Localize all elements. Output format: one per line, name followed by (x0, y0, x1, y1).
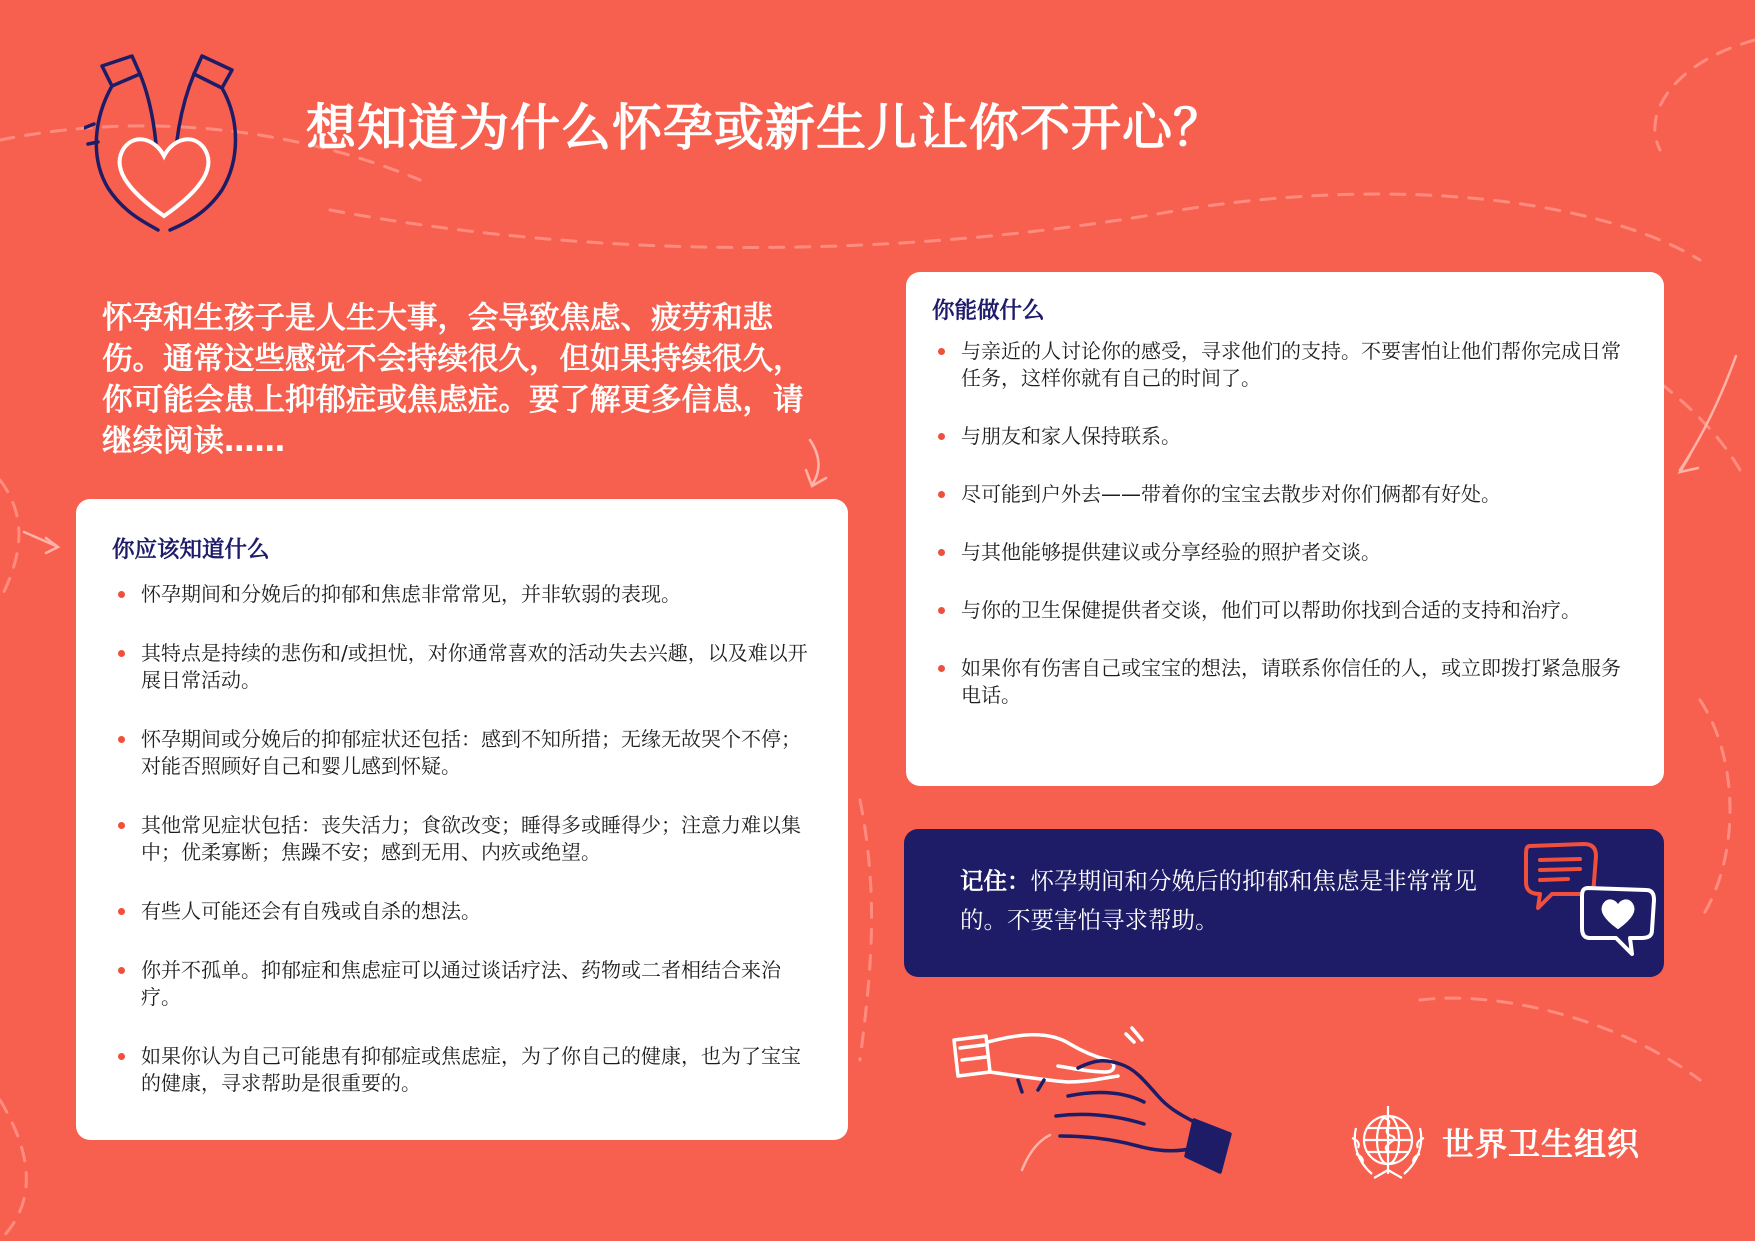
intro-paragraph: 怀孕和生孩子是人生大事，会导致焦虑、疲劳和悲伤。通常这些感觉不会持续很久，但如果持续很久，你可能会患上抑郁症或焦虑症。要了解更多信息，请继续阅读…… (102, 301, 804, 459)
list-item: 怀孕期间和分娩后的抑郁和焦虑非常常见，并非软弱的表现。 (112, 581, 808, 608)
organization-name: 世界卫生组织 (1442, 1125, 1641, 1163)
hands-heart-icon (84, 48, 244, 238)
list-item: 你并不孤单。抑郁症和焦虑症可以通过谈话疗法、药物或二者相结合来治疗。 (112, 957, 808, 1011)
handshake-illustration (948, 1020, 1248, 1190)
list-item: 与亲近的人讨论你的感受，寻求他们的支持。不要害怕让他们帮你完成日常任务，这样你就有自己的时间了。 (932, 338, 1624, 392)
who-emblem-icon (1344, 1098, 1432, 1186)
list-item: 怀孕期间或分娩后的抑郁症状还包括：感到不知所措；无缘无故哭个不停；对能否照顾好自己和婴儿感到怀疑。 (112, 726, 808, 780)
list-item: 有些人可能还会有自残或自杀的想法。 (112, 898, 808, 925)
list-item: 与朋友和家人保持联系。 (932, 423, 1624, 450)
what-you-can-do-card (906, 272, 1664, 786)
what-you-can-do-heading: 你能做什么 (932, 298, 1045, 324)
list-item: 如果你有伤害自己或宝宝的想法，请联系你信任的人，或立即拨打紧急服务电话。 (932, 655, 1624, 709)
list-item: 其他常见症状包括：丧失活力；食欲改变；睡得多或睡得少；注意力难以集中；优柔寡断；焦躁不安；感到无用、内疚或绝望。 (112, 812, 808, 866)
list-item: 与你的卫生保健提供者交谈，他们可以帮助你找到合适的支持和治疗。 (932, 597, 1624, 624)
chat-bubbles-icon (1518, 838, 1658, 958)
remember-label: 记住： (960, 867, 1031, 895)
what-to-know-list (112, 581, 808, 1097)
remember-message: 怀孕期间和分娩后的抑郁和焦虑是非常常见的。不要害怕寻求帮助。 (960, 867, 1477, 934)
list-item: 其特点是持续的悲伤和/或担忧，对你通常喜欢的活动失去兴趣，以及难以开展日常活动。 (112, 640, 808, 694)
remember-text (960, 862, 1484, 940)
what-to-know-heading: 你应该知道什么 (112, 537, 270, 563)
page-title: 想知道为什么怀孕或新生儿让你不开心？ (306, 99, 1224, 157)
list-item: 尽可能到户外去——带着你的宝宝去散步对你们俩都有好处。 (932, 481, 1624, 508)
list-item: 如果你认为自己可能患有抑郁症或焦虑症，为了你自己的健康，也为了宝宝的健康，寻求帮助是很重要的。 (112, 1043, 808, 1097)
what-to-know-card (76, 499, 848, 1140)
what-you-can-do-list (932, 338, 1624, 709)
list-item: 与其他能够提供建议或分享经验的照护者交谈。 (932, 539, 1624, 566)
who-logo (1344, 1098, 1640, 1186)
heart-bubble-icon (1582, 888, 1654, 954)
